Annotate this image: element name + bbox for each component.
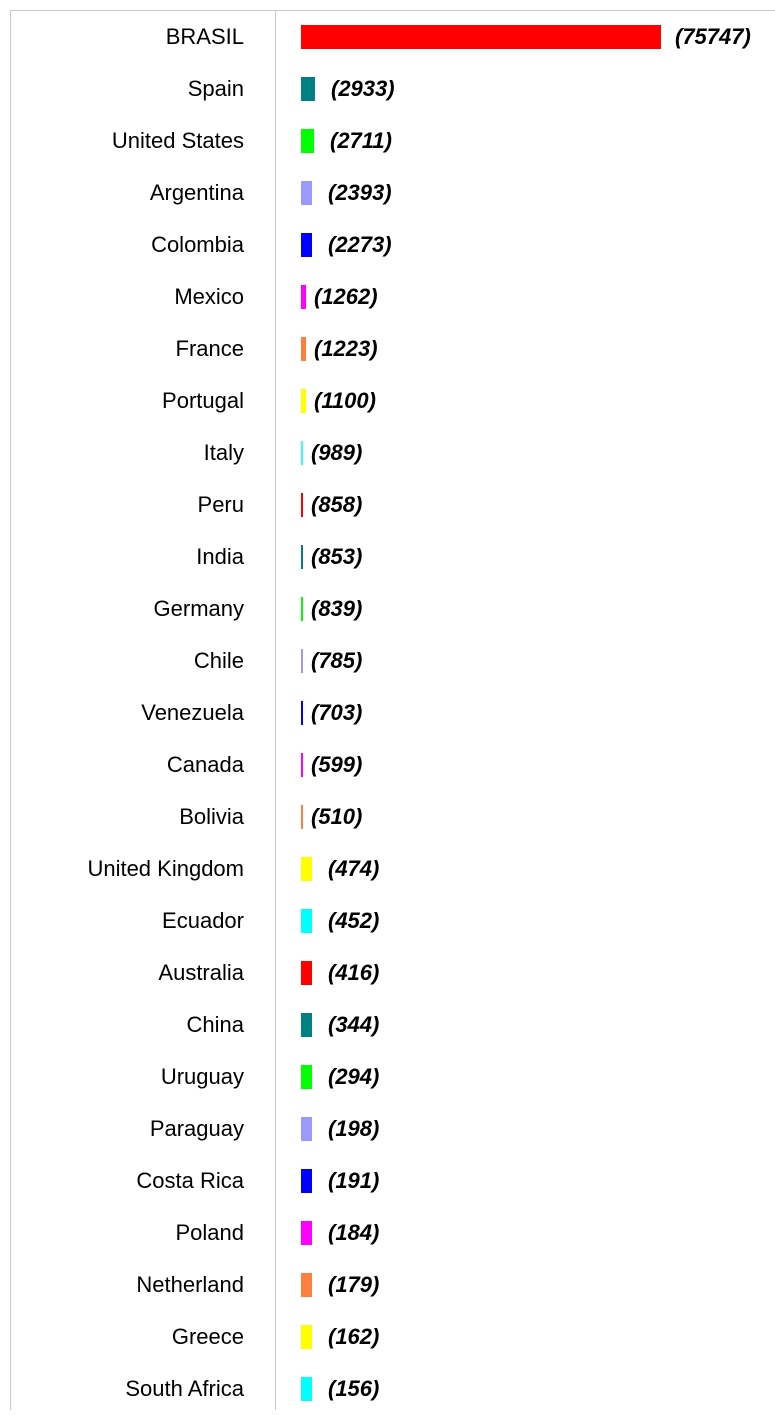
category-label: South Africa xyxy=(125,1376,244,1401)
value-label: (75747) xyxy=(675,24,751,49)
chart-row xyxy=(11,1103,775,1155)
bar xyxy=(301,285,306,309)
chart-row xyxy=(11,1311,775,1363)
value-label: (839) xyxy=(311,596,363,621)
category-label: BRASIL xyxy=(165,24,244,49)
value-label: (344) xyxy=(328,1012,380,1037)
chart-row xyxy=(11,947,775,999)
value-label: (191) xyxy=(328,1168,380,1193)
value-label: (1223) xyxy=(314,336,378,361)
category-label: Greece xyxy=(171,1324,244,1349)
bar xyxy=(301,649,303,673)
category-label: Venezuela xyxy=(141,700,244,725)
value-label: (853) xyxy=(311,544,363,569)
category-label: Germany xyxy=(153,596,244,621)
bar xyxy=(301,493,303,517)
category-label: United States xyxy=(111,128,244,153)
value-label: (510) xyxy=(311,804,363,829)
category-label: Italy xyxy=(203,440,244,465)
bar xyxy=(301,805,303,829)
chart-row xyxy=(11,1259,775,1311)
value-label: (785) xyxy=(311,648,363,673)
bar xyxy=(301,961,312,985)
bar xyxy=(301,1013,312,1037)
category-label: Netherland xyxy=(136,1272,244,1297)
category-label: Spain xyxy=(187,76,244,101)
category-label: Bolivia xyxy=(179,804,244,829)
chart-row xyxy=(11,63,775,115)
bar xyxy=(301,597,303,621)
chart-row xyxy=(11,895,775,947)
chart-row xyxy=(11,843,775,895)
value-label: (162) xyxy=(328,1324,380,1349)
value-label: (858) xyxy=(311,492,363,517)
category-label: Costa Rica xyxy=(136,1168,244,1193)
bar xyxy=(301,1169,312,1193)
value-label: (474) xyxy=(328,856,380,881)
chart-row xyxy=(11,219,775,271)
value-label: (599) xyxy=(311,752,363,777)
value-label: (1100) xyxy=(314,388,376,413)
bar xyxy=(301,77,315,101)
chart-row xyxy=(11,427,775,479)
chart-row xyxy=(11,167,775,219)
category-label: Canada xyxy=(166,752,244,777)
value-label: (1262) xyxy=(314,284,378,309)
bar xyxy=(301,1117,312,1141)
bar xyxy=(301,181,312,205)
category-label: Paraguay xyxy=(149,1116,244,1141)
chart-row xyxy=(11,375,775,427)
category-label: Peru xyxy=(197,492,244,517)
chart-row xyxy=(11,11,775,63)
bar xyxy=(301,545,303,569)
category-label: Argentina xyxy=(149,180,244,205)
bar xyxy=(301,441,303,465)
chart-row xyxy=(11,1051,775,1103)
category-label: Chile xyxy=(193,648,244,673)
value-label: (2933) xyxy=(331,76,395,101)
value-label: (179) xyxy=(328,1272,380,1297)
chart-row xyxy=(11,271,775,323)
bar xyxy=(301,1221,312,1245)
chart-row xyxy=(11,739,775,791)
bar xyxy=(301,1065,312,1089)
value-label: (156) xyxy=(328,1376,380,1401)
category-label: Australia xyxy=(158,960,244,985)
value-label: (2273) xyxy=(328,232,392,257)
chart-row xyxy=(11,115,775,167)
bar xyxy=(301,129,314,153)
value-label: (2393) xyxy=(328,180,392,205)
category-label: Uruguay xyxy=(160,1064,244,1089)
chart-row xyxy=(11,1207,775,1259)
value-label: (989) xyxy=(311,440,363,465)
bar xyxy=(301,857,312,881)
bar xyxy=(301,1325,312,1349)
chart-row xyxy=(11,791,775,843)
category-label: Mexico xyxy=(174,284,244,309)
category-label: India xyxy=(196,544,244,569)
chart-row xyxy=(11,635,775,687)
bar xyxy=(301,1273,312,1297)
value-label: (184) xyxy=(328,1220,380,1245)
category-label: Portugal xyxy=(162,388,244,413)
chart-row xyxy=(11,479,775,531)
value-label: (2711) xyxy=(330,128,392,153)
bar xyxy=(301,25,661,49)
category-label: France xyxy=(175,336,244,361)
bar xyxy=(301,909,312,933)
chart-row xyxy=(11,531,775,583)
chart-row xyxy=(11,583,775,635)
chart-row xyxy=(11,999,775,1051)
category-label: Colombia xyxy=(151,232,244,257)
bar xyxy=(301,233,312,257)
chart-row xyxy=(11,687,775,739)
bar xyxy=(301,389,306,413)
bar xyxy=(301,337,306,361)
value-label: (198) xyxy=(328,1116,380,1141)
value-label: (452) xyxy=(328,908,380,933)
value-label: (416) xyxy=(328,960,380,985)
bar-chart-table xyxy=(10,10,775,1410)
bar xyxy=(301,1377,312,1401)
category-label: United Kingdom xyxy=(87,856,244,881)
chart-row xyxy=(11,1363,775,1415)
value-label: (294) xyxy=(328,1064,380,1089)
category-label: Poland xyxy=(175,1220,244,1245)
chart-row xyxy=(11,323,775,375)
category-label: China xyxy=(186,1012,244,1037)
chart-row xyxy=(11,1155,775,1207)
value-label: (703) xyxy=(311,700,363,725)
category-label: Ecuador xyxy=(162,908,244,933)
bar xyxy=(301,701,303,725)
bar xyxy=(301,753,303,777)
